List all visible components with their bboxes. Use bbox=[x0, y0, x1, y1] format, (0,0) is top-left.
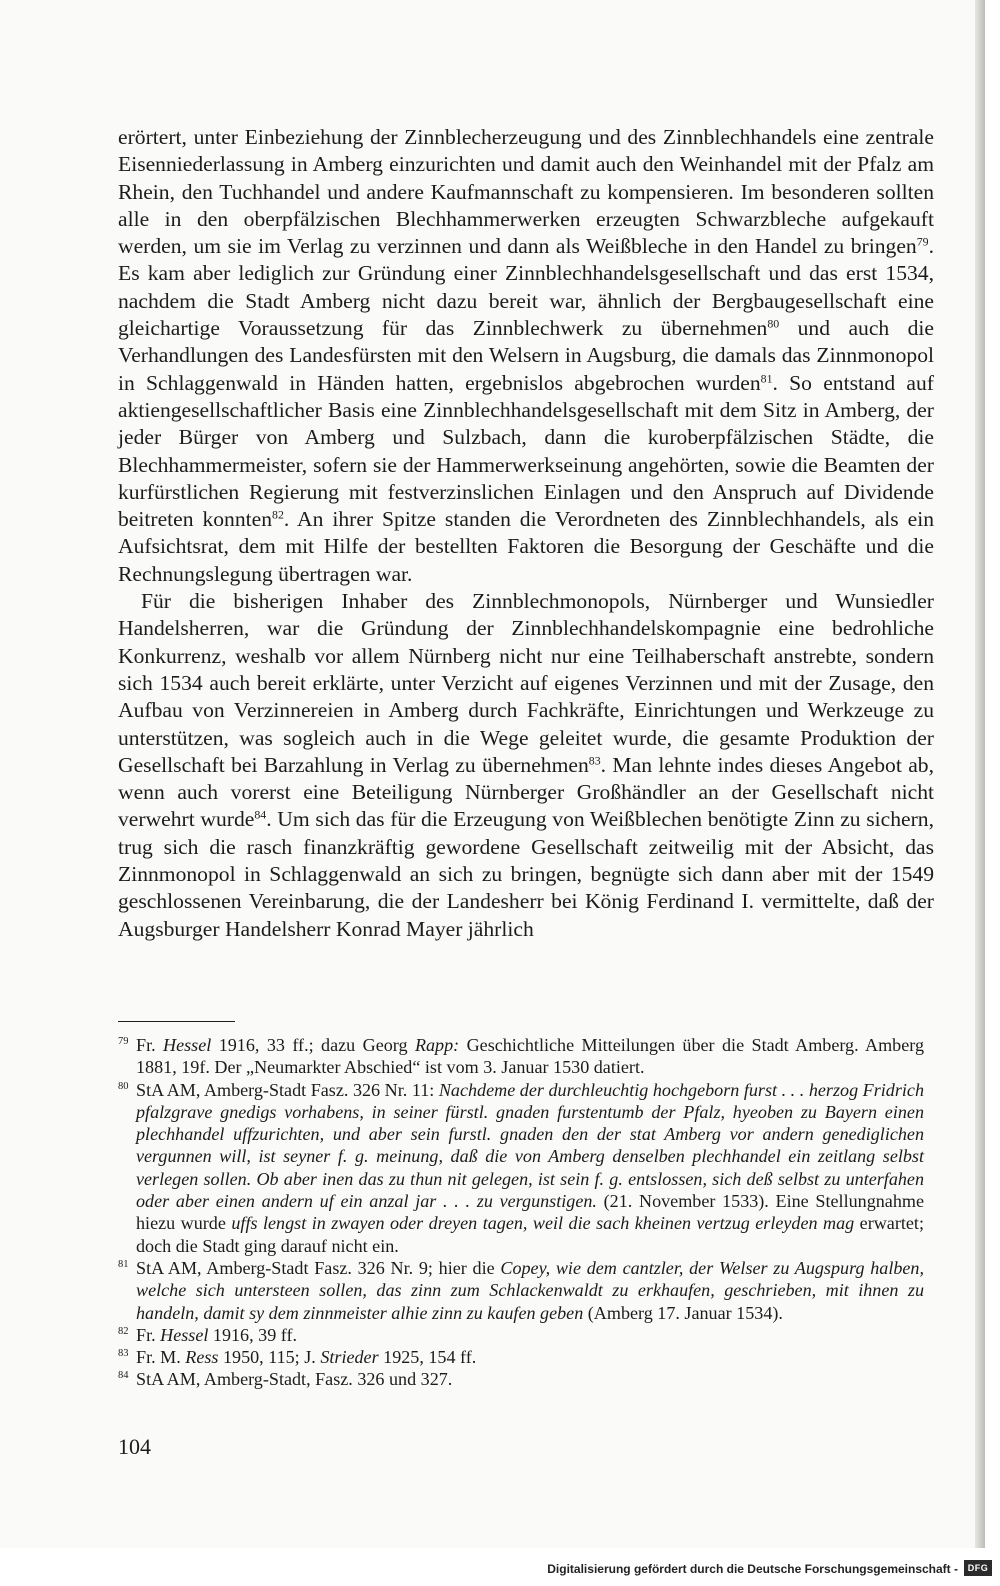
body-paragraph bbox=[118, 588, 934, 943]
text-run: 1925, 154 ff. bbox=[378, 1347, 477, 1368]
footnote-number: 83 bbox=[118, 1348, 129, 1360]
quoted-source-text: Rapp: bbox=[414, 1035, 460, 1055]
footnote-text bbox=[136, 1368, 924, 1390]
quoted-source-text: Ress bbox=[185, 1347, 219, 1368]
footnote-text bbox=[136, 1079, 924, 1257]
text-run: StA AM, Amberg-Stadt Fasz. 326 Nr. 11: bbox=[136, 1079, 439, 1100]
quoted-source-text: Nachdeme der durchleuchtig hochgeborn furst . . . herzog Fridrich pfalzgrave gnedigs vorhabens, in seiner fürstl. gnaden furstentumb der Pfalz, hyeoben zu Bayern einen plechhandel uffzurichten, und aber sein furstl. gnaden den der stat Amberg vor andern genediglichen vergunnen will, ist seyner f. g. meinung, daß die von Amberg denselben plechhandel ein zeitlang selbst verlegen sollen. Ob aber inen das zu thun nit gelegen, ist sein f. g. entslossen, sich deß selbst zu unterfahen oder aber einen andern uf ein anzal jar . . . zu vergunstigen. bbox=[136, 1079, 924, 1212]
text-run: . Es kam aber lediglich zur Gründung einer Zinnblechhandelsgesellschaft und das erst 1534, nachdem die Stadt Amberg nicht dazu bereit war, ähnlich der Bergbaugesellschaft eine gleichartige Voraussetzung für das Zinnblechwerk zu übernehmen bbox=[118, 234, 934, 341]
page-number: 104 bbox=[118, 1434, 151, 1459]
footnote bbox=[118, 1346, 924, 1368]
text-run: erwartet; doch die Stadt ging darauf nicht ein. bbox=[136, 1213, 924, 1256]
text-run: StA AM, Amberg-Stadt, Fasz. 326 und 327. bbox=[136, 1369, 453, 1390]
text-run: (Amberg 17. Januar 1534). bbox=[583, 1302, 783, 1323]
footnotes bbox=[118, 1034, 924, 1391]
footnote-number: 79 bbox=[118, 1036, 129, 1047]
footnote bbox=[118, 1324, 924, 1346]
text-run: 1950, 115; J. bbox=[218, 1347, 321, 1368]
text-run: Fr. bbox=[136, 1035, 164, 1055]
quoted-source-text: Copey, wie dem cantzler, der Welser zu Augspurg halben, welche sich untersteen sollen, das zinn zum Schlackenwaldt zu erkhaufen, geschrieben, mit ihnen zu handeln, damit sy dem zinnmeister alhie zinn zu kaufen geben bbox=[136, 1257, 924, 1323]
footnote-number: 80 bbox=[118, 1080, 129, 1092]
footnote-text bbox=[136, 1034, 924, 1079]
footnote-ref: 83 bbox=[588, 753, 601, 768]
quoted-source-text: uffs lengst in zwayen oder dreyen tagen, weil die sach kheinen vertzug erleyden mag bbox=[231, 1213, 855, 1234]
footnote-number: 82 bbox=[118, 1325, 129, 1337]
quoted-source-text: Hessel bbox=[163, 1035, 212, 1055]
footnote bbox=[118, 1079, 924, 1257]
body-text bbox=[118, 124, 934, 943]
text-run: Geschichtliche Mitteilungen über die Stadt Amberg. Amberg 1881, 19f. Der „Neumarkter Abschied“ ist vom 3. Januar 1530 datiert. bbox=[136, 1035, 925, 1078]
quoted-source-text: Hessel bbox=[160, 1324, 209, 1345]
footnote-ref: 80 bbox=[767, 316, 780, 331]
footnote-ref: 79 bbox=[916, 234, 929, 249]
text-run: . An ihrer Spitze standen die Verordneten des Zinnblechhandels, als ein Aufsichtsrat, dem mit Hilfe der bestellten Faktoren die Besorgung der Geschäfte und die Rechnungslegung übertragen war. bbox=[118, 507, 934, 586]
footnote bbox=[118, 1368, 924, 1390]
text-run: erörtert, unter Einbeziehung der Zinnblecherzeugung und des Zinnblechhandels eine zentrale Eisenniederlassung in Amberg einzurichten und damit auch den Weinhandel mit der Pfalz am Rhein, den Tuchhandel und andere Kaufmannschaft zu kompensieren. Im besonderen sollten alle in den oberpfälzischen Blechhammerwerken erzeugten Schwarzbleche aufgekauft werden, um sie im Verlag zu verzinnen und dann als Weißbleche in den Handel zu bringen bbox=[118, 125, 934, 259]
text-run: 1916, 39 ff. bbox=[208, 1324, 298, 1345]
text-run: StA AM, Amberg-Stadt Fasz. 326 Nr. 9; hier die bbox=[136, 1257, 501, 1278]
footnote-ref: 82 bbox=[272, 507, 284, 522]
footnote-text bbox=[136, 1257, 924, 1324]
text-run: . So entstand auf aktiengesellschaftlicher Basis eine Zinnblechhandelsgesellschaft mit dem Sitz in Amberg, der jeder Bürger von Amberg und Sulzbach, dann die kuroberpfälzischen Städte, die Blechhammermeister, sofern sie der Hammerwerkseinung angehörten, sowie die Beamten der kurfürstlichen Regierung mit festverzinslichen Einlagen und den Anspruch auf Dividende beitreten konnten bbox=[118, 370, 934, 532]
footnote-ref: 84 bbox=[254, 807, 267, 822]
text-run: . Man lehnte indes dieses Angebot ab, wenn auch vorerst eine Beteiligung Nürnberger Großhändler an der Gesellschaft nicht verwehrt wurde bbox=[118, 752, 934, 832]
footnote bbox=[118, 1257, 924, 1324]
text-run: (21. November 1533). Eine Stellungnahme hiezu wurde bbox=[136, 1191, 924, 1234]
footnote-text bbox=[136, 1324, 924, 1346]
text-run: und auch die Verhandlungen des Landesfürsten mit den Welsern in Augsburg, die damals das Zinnmonopol in Schlaggenwald in Händen hatten, ergebnislos abgebrochen wurden bbox=[118, 316, 934, 395]
text-run: Fr. M. bbox=[136, 1347, 186, 1368]
footnote-text bbox=[136, 1346, 924, 1368]
text-run: . Um sich das für die Erzeugung von Weißblechen benötigte Zinn zu sichern, trug sich die rasch finanzkräftig gewordene Gesellschaft zeitweilig mit der Absicht, das Zinnmonopol in Schlaggenwald an sich zu bringen, begnügte sich dann aber mit der 1549 geschlossenen Vereinbarung, die der Landesherr bei König Ferdinand I. vermittelte, daß der Augsburger Handelsherr Konrad Mayer jährlich bbox=[118, 807, 934, 941]
text-run: 1916, 33 ff.; dazu Georg bbox=[211, 1035, 415, 1055]
body-paragraph bbox=[118, 124, 934, 588]
funding-credit: Digitalisierung gefördert durch die Deutsche Forschungsgemeinschaft - bbox=[547, 1562, 958, 1576]
footnote-number: 81 bbox=[118, 1258, 129, 1270]
text-run: Fr. bbox=[136, 1324, 161, 1345]
text-run: Für die bisherigen Inhaber des Zinnblechmonopols, Nürnberger und Wunsiedler Handelsherren, war die Gründung der Zinnblechhandelskompagnie eine bedrohliche Konkurrenz, weshalb vor allem Nürnberg nicht nur eine Teilhaberschaft anstrebte, sondern sich 1534 auch bereit erklärte, unter Verzicht auf eigenes Verzinnen und mit der Zusage, den Aufbau von Verzinnereien in Amberg durch Fachkräfte, Einrichtungen und Werkzeuge zu unterstützen, was sogleich auch in die Wege geleitet wurde, die gesamte Produktion der Gesellschaft bei Barzahlung in Verlag zu übernehmen bbox=[118, 589, 934, 777]
footnote bbox=[118, 1034, 924, 1079]
quoted-source-text: Strieder bbox=[320, 1347, 379, 1368]
dfg-logo: DFG bbox=[964, 1560, 992, 1576]
footnote-ref: 81 bbox=[760, 370, 773, 385]
page-edge-shadow bbox=[975, 0, 985, 1548]
footnote-rule bbox=[118, 1021, 235, 1022]
footnote-number: 84 bbox=[118, 1370, 129, 1382]
